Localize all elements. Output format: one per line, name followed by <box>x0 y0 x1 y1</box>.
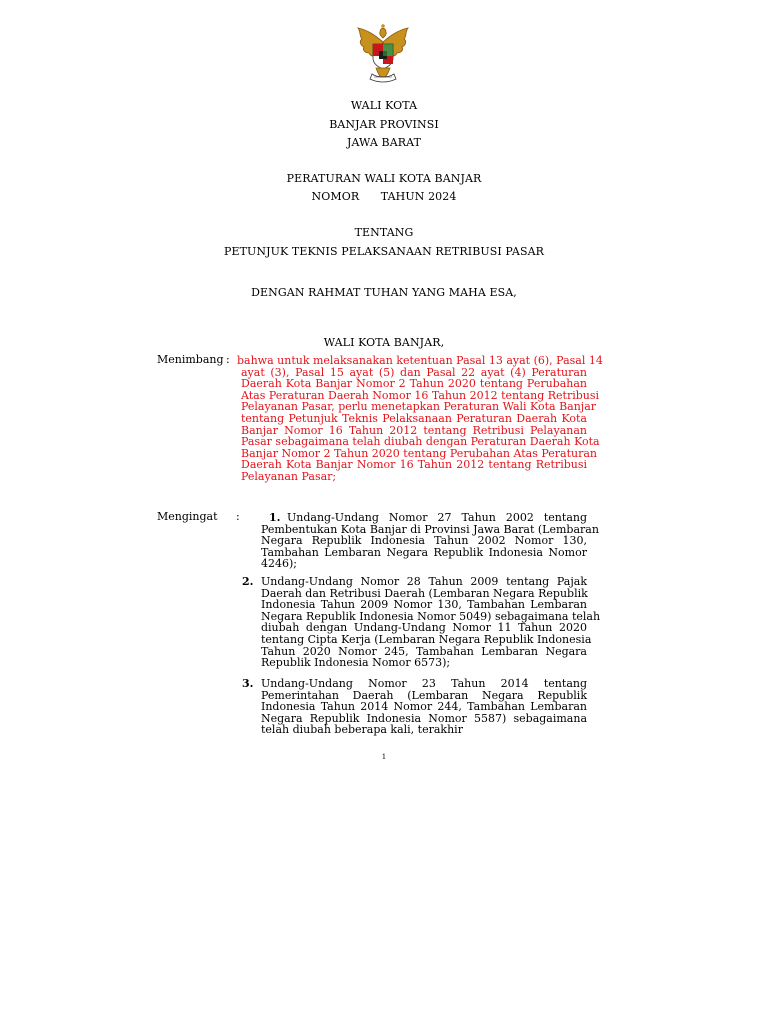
mengingat-item-number: 1. <box>269 511 281 524</box>
mengingat-line: telah diubah beberapa kali, terakhir <box>261 723 463 737</box>
mengingat-line: Daerah dan Retribusi Daerah (Lembaran Negara Republik <box>261 586 588 600</box>
menimbang-label: Menimbang <box>157 353 224 366</box>
menimbang-line: Pasar sebagaimana telah diubah dengan Peraturan Daerah Kota <box>241 435 600 449</box>
mengingat-line: Republik Indonesia Nomor 6573); <box>261 656 451 670</box>
menimbang-colon: : <box>226 353 230 366</box>
mengingat-line: Negara Republik Indonesia Nomor 5587) sebagaimana <box>261 711 587 725</box>
mengingat-line: Pembentukan Kota Banjar di Provinsi Jawa Barat (Lembaran <box>261 522 599 536</box>
header-line-banjar-provinsi: BANJAR PROVINSI <box>329 118 439 131</box>
menimbang-line: Pelayanan Pasar, perlu menetapkan Peraturan Wali Kota Banjar <box>241 400 597 414</box>
mengingat-line: diubah dengan Undang-Undang Nomor 11 Tahun 2020 <box>261 621 587 635</box>
menimbang-line: Banjar Nomor 2 Tahun 2020 tentang Perubahan Atas Peraturan <box>241 446 597 460</box>
mengingat-item-3 <box>261 678 587 736</box>
mengingat-line: Undang-Undang Nomor 28 Tahun 2009 tentang Pajak <box>261 575 587 588</box>
regulation-number: NOMOR TAHUN 2024 <box>311 190 457 203</box>
mengingat-item-number: 2. <box>242 575 254 588</box>
menimbang-line: Daerah Kota Banjar Nomor 16 Tahun 2012 tentang Retribusi <box>241 458 587 472</box>
mengingat-item-2 <box>261 575 601 670</box>
mengingat-line: Negara Republik Indonesia Nomor 5049) sebagaimana telah <box>261 609 601 623</box>
header-line-jawa-barat: JAWA BARAT <box>346 136 422 149</box>
menimbang-line: Banjar Nomor 16 Tahun 2012 tentang Retribusi Pelayanan <box>241 423 587 437</box>
blessing-line: DENGAN RAHMAT TUHAN YANG MAHA ESA, <box>251 286 517 299</box>
menimbang-line: Daerah Kota Banjar Nomor 2 Tahun 2020 tentang Perubahan <box>241 377 587 391</box>
mengingat-line: Undang-Undang Nomor 23 Tahun 2014 tentang <box>261 677 587 690</box>
menimbang-line: tentang Petunjuk Teknis Pelaksanaan Peraturan Daerah Kota <box>241 411 587 425</box>
mengingat-label: Mengingat <box>157 510 218 523</box>
mengingat-item-1 <box>261 511 599 571</box>
mengingat-line: tentang Cipta Kerja (Lembaran Negara Republik Indonesia <box>261 632 592 646</box>
menimbang-line: ayat (3), Pasal 15 ayat (5) dan Pasal 22 ayat (4) Peraturan <box>241 365 587 379</box>
mengingat-line: Indonesia Tahun 2014 Nomor 244, Tambahan Lembaran <box>261 700 587 714</box>
menimbang-line: Atas Peraturan Daerah Nomor 16 Tahun 2012 tentang Retribusi <box>241 388 600 402</box>
regulation-title: PERATURAN WALI KOTA BANJAR <box>286 172 482 185</box>
mengingat-line: Tambahan Lembaran Negara Republik Indonesia Nomor <box>261 545 587 559</box>
menimbang-text <box>237 354 603 483</box>
mengingat-colon: : <box>236 510 240 523</box>
mengingat-line: Indonesia Tahun 2009 Nomor 130, Tambahan Lembaran <box>261 598 587 612</box>
mengingat-item-number: 3. <box>242 677 254 690</box>
mengingat-line: Negara Republik Indonesia Tahun 2002 Nomor 130, <box>261 534 587 548</box>
regulation-subject: PETUNJUK TEKNIS PELAKSANAAN RETRIBUSI PASAR <box>223 245 545 258</box>
mengingat-line: 4246); <box>261 557 297 571</box>
menimbang-line: Pelayanan Pasar; <box>241 469 337 483</box>
mengingat-line: Pemerintahan Daerah (Lembaran Negara Republik <box>261 688 587 702</box>
page-number: 1 <box>381 753 387 761</box>
about-heading: TENTANG <box>354 226 414 239</box>
garuda-emblem-icon <box>350 22 416 86</box>
header-line-wali-kota: WALI KOTA <box>350 99 418 112</box>
mengingat-line: Tahun 2020 Nomor 245, Tambahan Lembaran Negara <box>261 644 587 658</box>
authority-line: WALI KOTA BANJAR, <box>323 336 445 349</box>
mengingat-line: Undang-Undang Nomor 27 Tahun 2002 tentang <box>287 511 587 524</box>
menimbang-line: bahwa untuk melaksanakan ketentuan Pasal 13 ayat (6), Pasal 14 <box>237 354 603 367</box>
